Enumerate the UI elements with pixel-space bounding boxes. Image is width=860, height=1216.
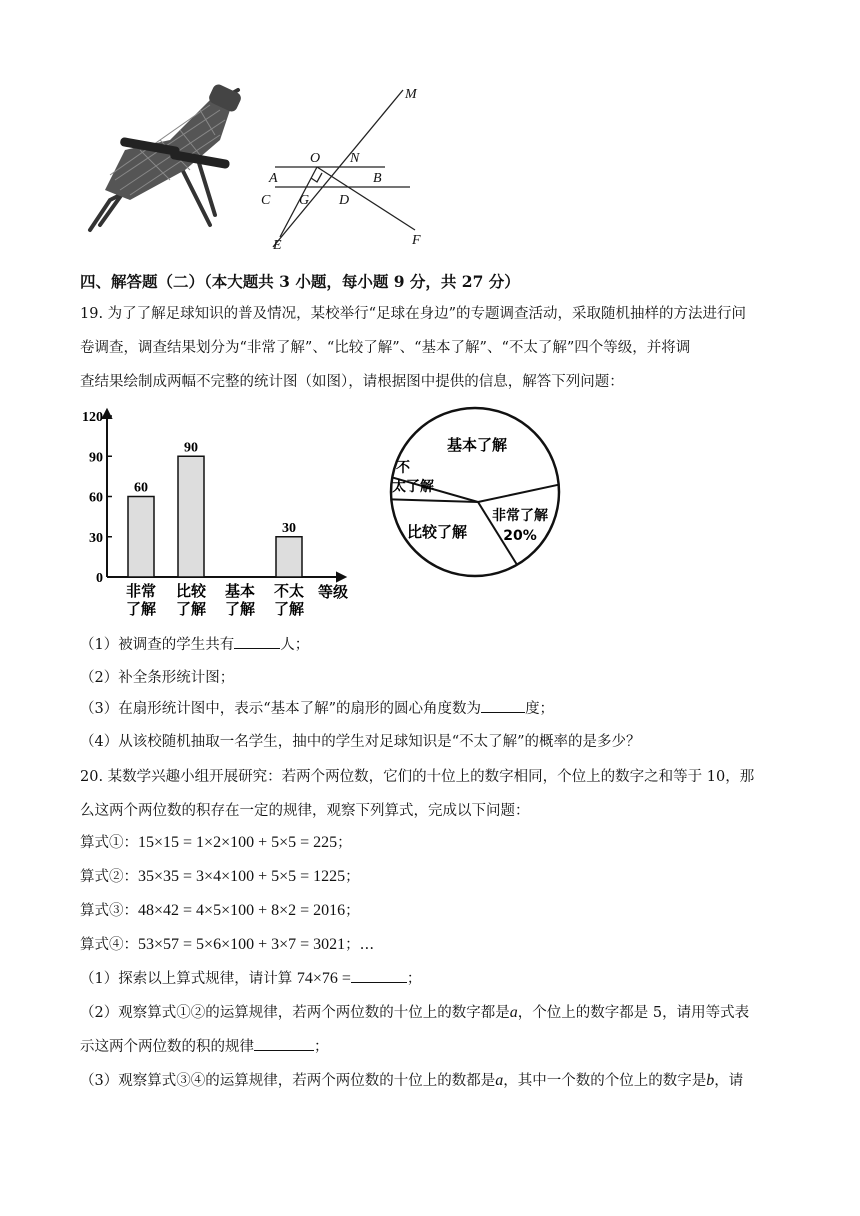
answer-blank[interactable] [481,698,525,713]
q20-part-2-text-c: 示这两个两位数的积的规律 [80,1039,254,1055]
label-B: B [373,171,382,186]
y-tick-label: 30 [89,530,103,546]
q19-part-1-text: （1）被调查的学生共有 [80,637,235,653]
formula-label: 算式②： [80,869,138,885]
answer-blank[interactable] [254,1036,314,1051]
q20-part-1-expr: 74×76 = [296,970,351,987]
pie-label: 太了解 [392,479,434,495]
q20-part-1 [80,967,421,988]
q20-stem-line-1: 20. 某数学兴趣小组开展研究：若两个两位数，它们的十位上的数字相同，个位上的数字之和等于 10，那 [80,769,755,785]
q20-part-2-text-b: ，个位上的数字都是 5，请用等式表 [517,1005,750,1021]
q19-part-3 [80,697,554,718]
category-label: 不太 [273,582,305,600]
category-label: 非常 [125,582,157,600]
q20-part-1-text: （1）探索以上算式规律，请计算 [80,971,297,987]
bar-value-label: 30 [282,520,296,536]
formula-tail: ； [337,835,352,851]
formula-expr: 48×42 = 4×5×100 + 8×2 = 2016 [138,902,346,919]
formula-tail: ； [345,869,360,885]
formula-1 [80,831,352,852]
pie-label: 不 [396,460,410,476]
geometry-figure [255,82,435,252]
label-C: C [261,193,271,208]
q19-part-2: （2）补全条形统计图； [80,670,235,686]
q20-stem-line-2: 么这两个两位数的积存在一定的规律，观察下列算式，完成以下问题： [80,803,530,819]
bar-chart [75,400,365,625]
bar [128,497,154,578]
q20-part-1-tail: ； [406,971,422,987]
q20-part-3-text: （3）观察算式③④的运算规律，若两个两位数的十位上的数都是 [80,1073,496,1089]
q20-part-2-line-2 [80,1035,329,1056]
formula-4 [80,933,374,954]
pie-label: 非常了解 [492,508,548,524]
q19-part-1-unit: 人； [280,637,310,653]
label-G: G [299,193,310,208]
y-axis-arrow [103,410,111,418]
category-label: 了解 [273,600,305,618]
y-tick-label: 90 [89,450,103,466]
label-E: E [273,238,282,252]
q19-stem-line-1: 19. 为了了解足球知识的普及情况，某校举行“足球在身边”的专题调查活动，采取随机抽样的方法进行问 [80,306,746,322]
q19-stem-line-3: 查结果绘制成两幅不完整的统计图（如图），请根据图中提供的信息，解答下列问题： [80,374,624,390]
answer-blank[interactable] [234,634,280,649]
q20-part-3 [80,1069,743,1090]
variable-a: a [495,1072,504,1089]
formula-2 [80,865,360,886]
q19-part-3-unit: 度； [525,701,555,717]
formula-expr: 53×57 = 5×6×100 + 3×7 = 3021 [138,936,346,953]
label-A: A [269,171,278,186]
q19-stem-line-2: 卷调查，调查结果划分为“非常了解”、“比较了解”、“基本了解”、“不太了解”四个等级，并将调 [80,340,691,356]
variable-a: a [509,1004,518,1021]
formula-label: 算式①： [80,835,138,851]
formula-3 [80,899,360,920]
formula-label: 算式③： [80,903,138,919]
pie-label: 基本了解 [446,436,508,454]
q20-part-2-line-1 [80,1001,749,1022]
q19-part-3-text: （3）在扇形统计图中，表示“基本了解”的扇形的圆心角度数为 [80,701,482,717]
q20-part-2-text: （2）观察算式①②的运算规律，若两个两位数的十位上的数字都是 [80,1005,510,1021]
formula-expr: 35×35 = 3×4×100 + 5×5 = 1225 [138,868,346,885]
y-tick-label: 120 [82,410,103,425]
category-label: 基本 [224,582,256,600]
bar-value-label: 90 [184,440,198,456]
label-M: M [405,87,417,102]
q20-part-3-text-b: ，其中一个数的个位上的数字是 [503,1073,707,1089]
answer-blank[interactable] [351,968,407,983]
category-label: 了解 [175,600,207,618]
label-N: N [350,151,360,166]
x-axis-arrow [337,573,345,581]
section-heading: 四、解答题（二）（本大题共 3 小题，每小题 9 分，共 27 分） [80,272,520,291]
category-label: 比较 [175,582,207,600]
y-tick-label: 60 [89,490,103,506]
pie-label: 比较了解 [406,523,468,541]
bar [276,537,302,577]
pie-chart [385,397,565,582]
bar [178,456,204,577]
formula-label: 算式④： [80,937,138,953]
formula-expr: 15×15 = 1×2×100 + 5×5 = 225 [138,834,338,851]
formula-tail: ；… [345,937,375,953]
bar-value-label: 60 [134,480,148,496]
q19-part-1 [80,633,309,654]
formula-tail: ； [345,903,360,919]
q20-part-2-tail: ； [314,1039,329,1055]
label-D: D [339,193,350,208]
y-tick-label: 0 [96,571,103,586]
variable-b: b [706,1072,715,1089]
label-O: O [310,151,321,166]
category-label: 了解 [125,600,157,618]
q19-part-4: （4）从该校随机抽取一名学生，抽中的学生对足球知识是“不太了解”的概率的是多少？ [80,734,641,750]
label-F: F [412,233,421,248]
x-axis-label: 等级 [317,583,349,601]
category-label: 了解 [224,600,256,618]
reclining-chair-image [70,80,250,245]
pie-label: 20% [503,528,537,544]
q20-part-3-text-c: ，请 [714,1073,744,1089]
